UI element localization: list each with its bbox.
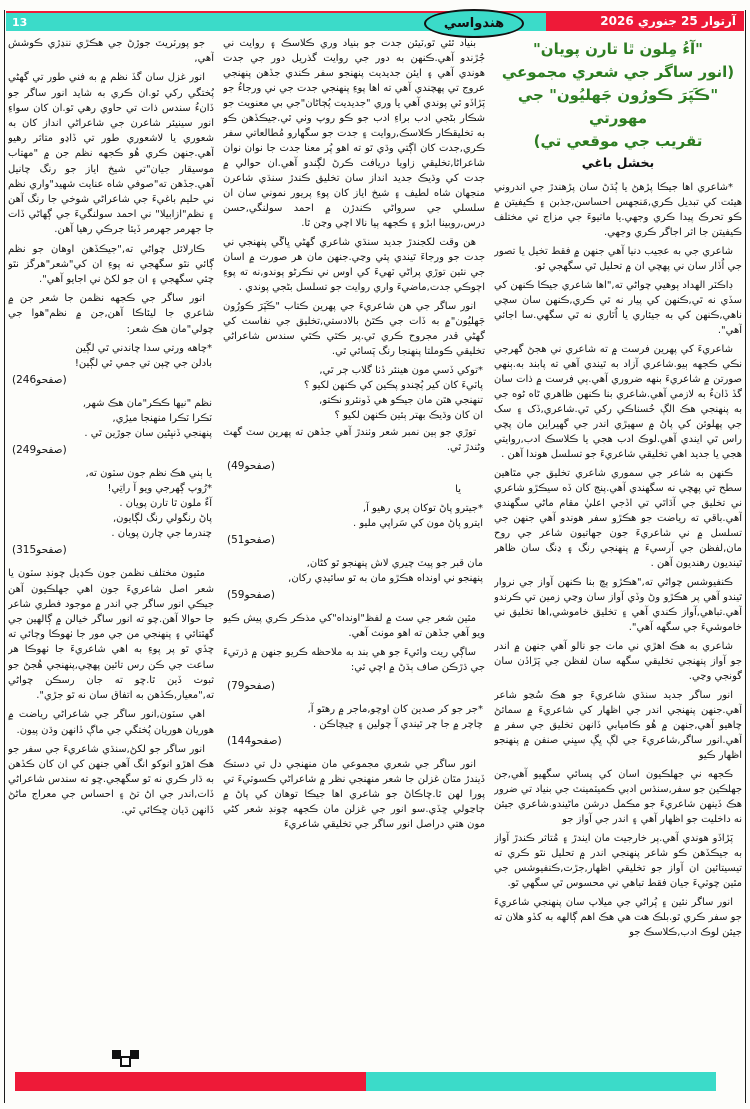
- page-citation: (صفحو51): [227, 534, 276, 546]
- masthead-bar: [6, 13, 744, 31]
- footer-bar: [15, 1072, 716, 1091]
- verse-line: ان کان وڌيڪ بهتر ٻئين ڪنهن لکيو ؟: [334, 410, 483, 421]
- paragraph: ڊاڪٽر الهداد ٻوهيي چواڻي ته,"اها شاعري جيڪا ڪنهن کي سڏي نه ٿي,ڪنهن کي پيار نه ٿي ڪري,ڪنهن سان سچي ناهي,ڪنهن کي به جيئاري يا اُٿاري نه ٿي سگهي.سا اجائي آهي".: [494, 280, 742, 336]
- headline-line: تقريب جي موقعي تي): [533, 132, 703, 150]
- issue-date: آرتوار 25 جنوري 2026: [600, 14, 736, 28]
- paragraph: انور ساگر جي شعري مجموعي مان منهنجي دل تي دستڪ ڏيندڙ مٿان غزلن جا شعر منهنجي نظر ۾ شاعراڻي ڪسوٽيءَ تي پورا لهن ٿا.ڇاڪاڻ جو شاعري اها جيڪا توهان کي پاڻ ۾ ڄاڃولي ڇڏي.سو انور جي غزلن مان ڪجهه چونڊ شعر کڻي مون هتي دراصل انور ساگر جي تخليقي شاعريءَ: [223, 759, 485, 830]
- page-citation: (صفحو315): [12, 544, 67, 557]
- masthead-oval-logo-icon: [424, 9, 524, 38]
- paragraph: مٿيون مختلف نظمن جون ڪڍيل چونڊ سٽون يا شعر اصل شاعريءَ جون اهي جهلڪيون آهن جيڪي انور ساگر جي اندر ۾ موجود فطري شاعر جا حوالا آهن.چو ته انور ساگر خيالن ۾ ڳالهين جي گهٽتائي ۽ پنهنجي من جي مور جا ٺهوڪا وڄائي ته ڇڏي ٿو پر پوءِ به اهي شاعريءَ جا ٺهوڪا هر ساعت جي ڪن رس تائين پهچي,پنهنجي هُجڻ جو ثبوت ڏين ٿا.ڇو ته جان رسڪن چواڻي ته,"معيار,ڪڏهن به اتفاق سان نه ٿو جڙي".: [8, 568, 214, 702]
- paragraph: شاعري جي به عجيب دنيا آهي جنهن ۾ فقط تخيل يا تصور جي اُڏار سان ني پهچي ان ۾ تحليل ٿي سگهجي ٿو.: [494, 246, 742, 272]
- paragraph: توڙي جو ٻين نمبر شعر وٺندڙ آهي جڏهن ته پهرين سٽ گهٽ وڻندڙ ٿي.: [223, 427, 485, 453]
- paragraph: ڪنهن به شاعر جي سموري شاعري تخليق جي مٿاهين سطح تي پهچي نه سگهندي آهي.پنج کان ڏه سيڪڙو شاعري ني تخليق جي آڌاٿي تي اڏجي اعليٰ مقام ماڻي سگهندي آهي.باقي ته رياضت جو هڪڙو سفر هوندو آهي جنهن جي تسلسل ۾ ني شاعريءَ جون جهاتيون شاعر جي روح مان,لفظن جي آرسيءَ ۾ پنهنجي رنگ ۽ ڍنگ سان ظاهر ٿينديون رهنديون آهن .: [494, 468, 742, 569]
- verse-line: پنهنجي ڏنڀڻين سان جوڙين ٿي .: [84, 428, 212, 440]
- verse: [223, 702, 485, 732]
- scan-edge-right: [745, 10, 746, 1103]
- paragraph: ڪارلائل چواڻي ته,"جيڪڏهن اوهان جو نظم ڳائي نٿو سگهجي نه پوءِ ان کي"شعر"هرگز نٿو چئي سگهجي ۽ ان جو لکڻ ني اجايو آهي".: [8, 243, 214, 286]
- footer-red-band: [15, 1072, 366, 1091]
- headline-line: (انور ساگر جي شعري مجموعي: [501, 63, 735, 81]
- connector-word: يا: [455, 484, 461, 495]
- verse: [8, 396, 214, 441]
- masthead-red-band: [546, 13, 744, 31]
- paragraph: *شاعري اها جيڪا پڙهڻ يا ٻُڌڻ سان پڙهندڙ جي اندروني هيئت کي تبديل ڪري,مَنجهس احساسن,جذبن ۽ ڪيفيتن ۾ ڪو تحرڪ پيدا ڪري وجهي.يا ماٺيوءَ جي مزاج تي مختلف ڪيفيتن جا اثر اجاگر ڪري وجهي.: [494, 182, 742, 238]
- verse-line: *توکي ڏسي مون هينئر ڏٺا گلاب ڄر ٿي,: [319, 365, 483, 376]
- paragraph: انور ساگر جي هن شاعريءَ جي پهرين ڪتاب "ڪَپَرَ ڪورُون جَهليُون"۾ به ڏات جي ڪٿڻ بالادستي,تخليق جي نفاست کي گهڻي قدر مجروح ڪري ٿي.پر ڪٿي ڪٿي سندس شاعراڻي تخليقي ڪوملتا پنهنجا رنگ پَسائي ٿي.: [223, 301, 485, 357]
- paragraph: انور ساگر جو لکڻ,سنڌي شاعريءَ جي سفر جو هڪ اهڙو انوکو انگ آهي جنهن کي ان کان ڪڏهن به ڌار ڪري نه ٿو سگهجي.ڇو ته سندس شاعراڻي ڏات,اندر جي اڻ تڻ ۽ احساس جي معراج ماڻڻ ڏانهن ڌيان ڇڪائي ٿي.: [8, 743, 214, 816]
- paragraph: مٿين شعر جي سٽ ۾ لفظ"اونداه"کي مذڪر ڪري پيش ڪيو ويو آهي جڏهن ته اهو مونث آهي.: [223, 613, 485, 639]
- article-end-blocks-icon: [112, 1050, 139, 1071]
- page-citation: (صفحو79): [227, 680, 276, 692]
- verse: [8, 466, 214, 541]
- paragraph: اهي سٽون,انور ساگر جي شاعراڻي رياضت ۾ هوريان هوريان پُختگي جي ماڳ ڏانهن وڌن پيون.: [8, 709, 214, 736]
- column-right: [494, 36, 742, 1048]
- verse-line: نظم "نيها ڪڪر"مان هڪ شهر,: [82, 398, 212, 410]
- column-left-text: [8, 36, 214, 818]
- page-citation: (صفحو49): [227, 460, 276, 472]
- footer-teal-band: [366, 1072, 716, 1091]
- paragraph: هن وقت لکجندڙ جديد سنڌي شاعري گهڻي ڀاڱي پنهنجي ني جدت جو ورجاءَ ٿيندي پئي وڃي.جنهن مان هر صورت ۾ اسان جي نئين توڙي پراڻي ٽهيءَ کي اوس ني نڪرڻو پوندو,نه ته پوءِ اڄوڪي جدت,ماضيءَ واري روايت جو تسلسل بڻجي پوندي .: [223, 237, 485, 293]
- verse-line: پاٽيءَ کان کير ٻُچندو پڪين کي ڪنهن لکيو ؟: [303, 380, 483, 391]
- headline-line: "ڪَپَرَ ڪورُون جَهليُون" جي مهورتي: [517, 86, 719, 127]
- column-left: [8, 36, 214, 1048]
- article-headline: [494, 38, 742, 153]
- verse: [223, 363, 485, 423]
- verse-line: *جيترو پاڻ توکان پري رهيو آ,: [362, 503, 483, 514]
- verse-line: يا ٻني هڪ نظم جون سٽون ته,: [85, 468, 212, 480]
- verse-line: ٽڪرا ٽڪرا منهنجا ميڙي,: [112, 413, 212, 425]
- verse: [8, 341, 214, 371]
- masthead-teal-band: [6, 13, 546, 31]
- verse-line: چاچر ۾ جا چر ٿيندي آ چولين ۽ چيچاڪن .: [312, 719, 483, 730]
- masthead-title: هندواسي: [443, 16, 505, 31]
- paragraph: انور ساگر جديد سنڌي شاعريءَ جو هڪ سُڃو شاعر آهي.جنهن پنهنجي اندر جي اظهار کي شاعريءَ ۾ سمائڻ چاهيو آهي,جنهن ۾ هُو ڪاميابي ڏانهن تخليق جي سفر ۾ آهي.انور ساگر,شاعريءَ جي لڳ ڀڳ سڀني صنفن ۾ پنهنجو اظهار ڪيو: [494, 690, 742, 761]
- scan-edge-left: [4, 10, 5, 1103]
- paragraph: ڪنفيوشس چواڻي ته,"هڪڙو ٻچ بنا ڪنهن آواز جي نروار ٿيندو آهي پر هڪڙو وڻ وڏي آواز سان وڃي زمين تي ڪرندو آهي.تباهي,آواز ڪندي آهي ۽ تخليق خاموشي,اها تخليق ني خاموشيءَ جي سگهه آهي".: [494, 577, 742, 633]
- page-citation: (صفحو249): [12, 444, 67, 457]
- verse-line: *رُوپ ڳهرجي ويو آ راتِي!: [107, 483, 212, 495]
- column-right-text: [494, 180, 742, 940]
- page-number: 13: [12, 15, 28, 29]
- verse-line: تنهنجي هٿن مان جيڪو هي ڏونئرو نڪتو,: [319, 395, 483, 406]
- verse-line: *چاهه ورتي سدا چاندني ٿي لڳين: [75, 342, 212, 354]
- verse-line: پنهنجو ني اونداه هڪڙو مان به ٿو سائيڊي رکان,: [288, 573, 483, 584]
- paragraph: انور ساگر جي ڪجهه نظمن جا شعر جن ۾ شاعري جا ليئاڪا آهن,جن ۾ نظم"هوا جي چولي"مان هڪ شعر:: [8, 293, 214, 335]
- page-citation: (صفحو246): [12, 373, 67, 386]
- paragraph: شاعري به هڪ اهڙي ني ماٺ جو نالو آهي جنهن ۾ اندر جو آواز پنهنجي تخليقي سگهه سان لفظن جي پَڙاڏن سان گونجي وڃي.: [494, 641, 742, 682]
- column-middle-text: [223, 36, 485, 832]
- verse: [223, 556, 485, 586]
- verse-line: چندرما جي چارن پويان .: [111, 528, 212, 540]
- verse: [223, 501, 485, 531]
- page-citation: (صفحو144): [227, 735, 282, 747]
- article-body: [8, 36, 742, 1048]
- paragraph: انور غزل سان گڏ نظم ۾ به فني طور تي گهڻي پُختگي رکي ٿو.ان ڪري به شايد انور ساگر جو ڏانءُ سندس ذات تي حاوي رهي ٿو.ان کان سواءِ انور سينيئر شاعرن جي شاعراڻي انداز کان به شعوري يا لاشعوري طور تي ڏاڍو متاثر رهيو آهي.جنهن ڪري هُو ڪجهه نظم جن ۾ "مهتاب موسيقار جيان"تي شيخ اياز جو رنگ چانيل آهي.جڏهن ته"صوفي شاه عنايت شهيد"واري نظم ني حليم باغيءَ جي شاعراڻي شوخي جا رنگ آهن ۽ نظم"ازابيلا" ني احمد سولنگيءَ جي ڳهاڻي ڏات جا جهرمر جهرمر ڏيئا جرڪي رهيا آهن.: [8, 72, 214, 236]
- article-author: بخشل باغي: [581, 155, 655, 170]
- paragraph: جو پورٽريٽ جوڙڻ جي هڪڙي ننڍڙي ڪوشش آهي,: [8, 38, 214, 65]
- verse-line: پاڻ رنگولي رنگ لڳايون,: [112, 513, 212, 525]
- paragraph: ڪجهه ني جهلڪيون اسان کي پسائي سگهيو آهي,جن جهلڪين جو سفر,سنڌس ادبي ڪميٽمينٽ جي بنياد تي ضرور هڪ ڏينهن شاعريءَ جو مڪمل درشن ماڻيندو.شاعري جيئن نه داخليت جو اظهار آهي ۽ اندر جي آواز جو: [494, 769, 742, 825]
- verse-line: ايترو پاڻ مون کي سَراپي مليو .: [353, 518, 483, 529]
- verse-line: آءٌ ملون ٿا تارن پويان .: [119, 498, 212, 510]
- page-citation: (صفحو59): [227, 589, 276, 601]
- paragraph: پَڙاڏو هوندي آهي.پر خارجيت مان ايندڙ ۽ مُتاثر ڪندڙ آواز به جيڪڏهن ڪو شاعر پنهنجي اندر ۾ تحليل نٿو ڪري ته تيسيتائين ان آواز جو تخليقي اظهار,جڙت,ڪنفيوشس جي مٿين چوٽيءَ جيان فقط تباهي ني محسوس ٿي سگهي ٿو.: [494, 833, 742, 889]
- paragraph: انور ساگر نئين ۽ پُراڻي جي ميلاپ سان پنهنجي شاعريءَ جو سفر ڪري ٿو.بلڪ هت هي هڪ اهم ڳالهه به کڏو هلان ته جيئن لوڪ ادب,ڪلاسڪ جو: [494, 897, 742, 938]
- headline-line: "آءُ مِلون ٿا تارن پويان": [532, 40, 704, 58]
- verse-line: مان قبر جو پيٽ چيري لاش پنهنجو ٿو کڻان,: [306, 558, 483, 569]
- paragraph: بنياد ٿئي ٿو,ٽيئن جدت جو بنياد وري ڪلاسڪ ۽ روايت ني جُڙندو آهي.ڪنهن به دور جي روايت گذريل دور جي جدت هوندي آهي ۽ ايئن جديديت پنهنجو سفر ڪندي جڏهن پنهنجي عروج تي پهچندي آهي ته اها پوءِ پنهنجي جدت جي ني ورجاءُ جو پَڙاڏو ٿي پوندي آهي يا وري "جديديت پُڄاڻان"جي بي معنويت جو شڪار بڻجي ادب براءِ ادب جو ڪو روپ وٺي ٿي.جيڪڏهن ڪو به تخليقڪار ڪلاسڪ,روايت ۽ جدت جو سگهارو مُطالعاتي سفر ڪري,جدت کان اڳتي وڌي ٿو ته اهو پُر معنا جدت جا نوان نوان شاعراڻا,تخليقي زاويا دريافت ڪرڻ لڳندو آهي.ان حوالي ۾ جدت کي وڌيڪ جديد انداز سان تخليق ڪندڙ سنڌي شاعرن منجهان شاه لطيف ۽ شيخ اياز کان پوءِ پريور نموني سان ان سلسلي جي سرواڻي ڪندڙن ۾ احمد سولنگي,حسن درس,روبينا ابڙو ۽ ڪجهه ٻيا نالا اچي وڃن ٿا.: [223, 38, 485, 229]
- verse-line: بادلن جي چپن تي جمي ٿي لڳين!: [74, 357, 212, 369]
- paragraph: ساڳي ريت وائيءَ جو هي بند به ملاحظه ڪريو جنهن ۾ ڌرتيءَ جي ڌڙڪن صاف ٻڌڻ ۾ اچي ٿي:: [223, 647, 485, 673]
- paragraph: شاعريءَ کي پهرين فرست ۾ ته شاعري ني هجڻ گهرجي نڪي ڪجهه ٻيو.شاعري آزاد به ٿيندي آهي ته پابند به.ٻنهي صورتن ۾ شاعريءَ بنهه ضروري آهي.ٻي فرست ۾ ذات سان گڏ ڏانءُ به لازمي آهي.شاعري بنا ڪنهن ظاهري ڻاه ڻوه جي به پنهنجي هڪ الڳ حُسناڪي رکي ٿي.شاعري,ڏک ۽ سک جي پهلوئن کي پاڻ ۾ سهيڙي اندر جي گهيراين مان پچي راس ٿي ايندي آهي.لوڪ ادب هجي يا ڪلاسڪ ادب,روايتي هجي يا جديد اهي تخليقي شاعريءَ جو تسلسل هوندا آهن .: [494, 344, 742, 460]
- column-middle: [223, 36, 485, 1048]
- verse-line: *جر جو کر صدين کان اوچو,ماجر ۾ رهٿو آ,: [307, 704, 483, 715]
